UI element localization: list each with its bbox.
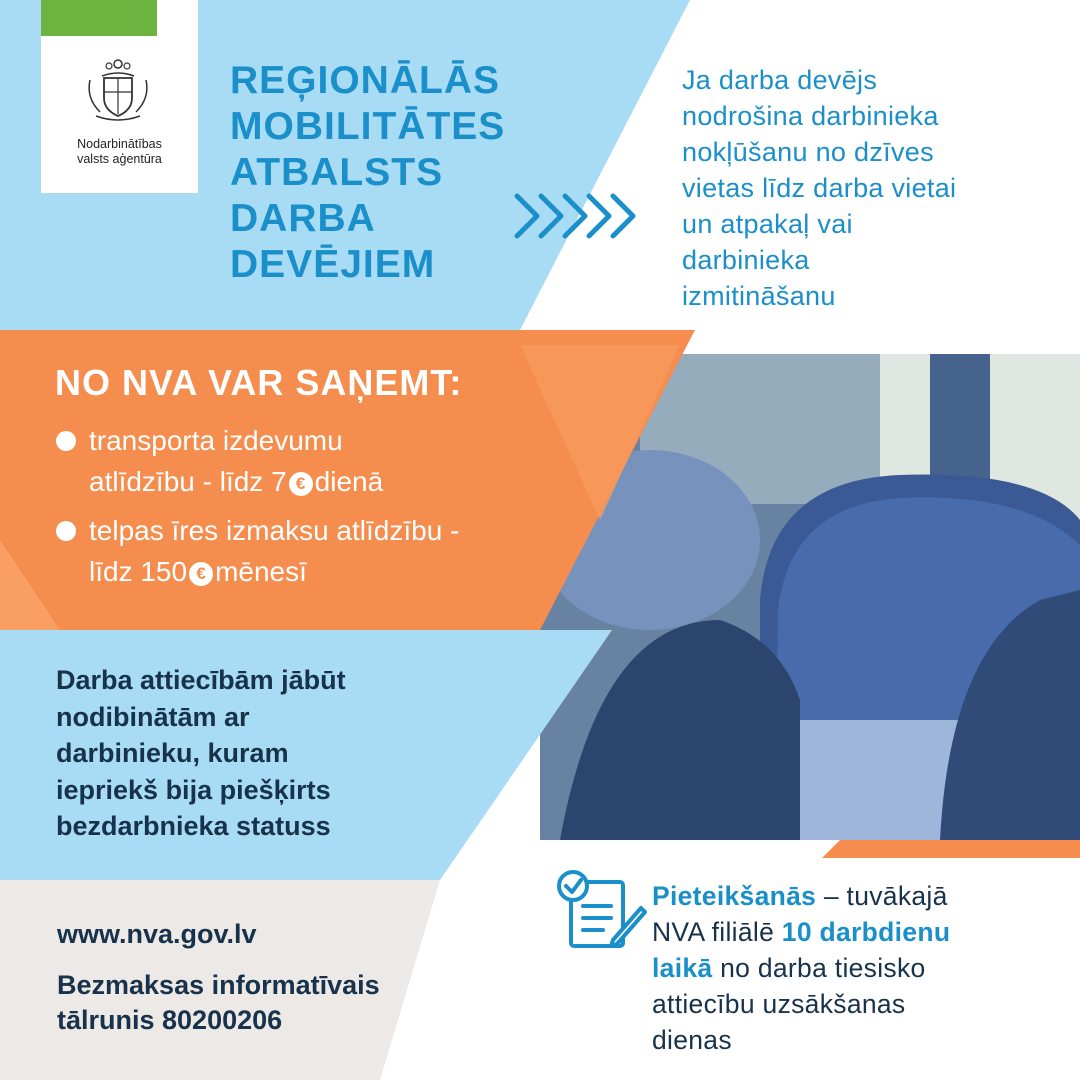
intro-line: nodrošina darbinieka (682, 101, 939, 131)
benefit-line: transporta izdevumu (89, 425, 343, 456)
website-link[interactable]: www.nva.gov.lv (57, 919, 257, 949)
logo-text (41, 137, 198, 167)
benefit-text: dienā (314, 466, 384, 497)
page-title (230, 58, 550, 288)
requirement-line: darbinieku, kuram (56, 738, 289, 768)
requirement-line: iepriekš bija piešķirts (56, 774, 331, 805)
requirement-text (56, 662, 476, 845)
intro-line: darbinieka (682, 245, 810, 275)
benefit-line: telpas īres izmaksu atlīdzību - (89, 515, 460, 546)
apply-line: dienas (652, 1025, 732, 1055)
requirement-line: bezdarbnieka statuss (56, 811, 331, 841)
bullet-dot (56, 521, 76, 541)
apply-text: no darba tiesisko (712, 953, 926, 983)
coat-of-arms-icon (80, 50, 156, 126)
apply-line (652, 950, 1072, 986)
requirement-line: nodibinātām ar (56, 701, 250, 732)
title-line: DEVĒJIEM (230, 243, 436, 286)
intro-line: izmitināšanu (682, 281, 836, 311)
benefit-text: līdz 150 (89, 556, 188, 587)
euro-icon: € (189, 562, 213, 586)
phone-line: Bezmaksas informatīvais (57, 970, 380, 1000)
apply-line (652, 914, 1072, 950)
logo-green-block (41, 0, 157, 36)
title-line: ATBALSTS (230, 151, 444, 194)
apply-highlight: laikā (652, 953, 713, 983)
logo-line-2: valsts aģentūra (77, 152, 162, 166)
orange-strip (822, 840, 1080, 858)
intro-text (682, 62, 1062, 314)
apply-line: attiecību uzsākšanas (652, 989, 906, 1019)
apply-line (652, 878, 1072, 914)
apply-info (652, 878, 1072, 1058)
logo-line-1: Nodarbinātības (77, 137, 162, 151)
apply-highlight: 10 darbdienu (781, 917, 951, 947)
benefit-item-rent (56, 510, 459, 592)
benefits-heading: NO NVA VAR SAŅEMT: (55, 362, 463, 403)
title-line: MOBILITĀTES (230, 105, 506, 148)
bullet-dot (56, 431, 76, 451)
intro-line: vietas līdz darba vietai (682, 173, 957, 203)
benefit-item-transport (56, 420, 383, 502)
title-line: REĢIONĀLĀS (230, 59, 501, 102)
intro-line: un atpakaļ vai (682, 209, 853, 239)
chevron-right-icon (512, 190, 637, 242)
apply-text: NVA filiālē (652, 917, 782, 947)
intro-line: Ja darba devējs (682, 65, 878, 95)
benefit-text: atlīdzību - līdz 7 (89, 466, 287, 497)
phone-line: tālrunis 80200206 (57, 1005, 283, 1035)
benefit-line (89, 551, 459, 592)
benefit-text: mēnesī (215, 556, 307, 587)
apply-text: – tuvākajā (816, 881, 948, 911)
title-line: DARBA (230, 197, 376, 240)
requirement-line: Darba attiecībām jābūt (56, 665, 346, 695)
euro-icon: € (289, 472, 313, 496)
intro-line: nokļūšanu no dzīves (682, 137, 934, 167)
checklist-pen-icon (555, 868, 647, 950)
benefit-line (89, 461, 383, 502)
phone-info (57, 968, 380, 1038)
apply-highlight: Pieteikšanās (652, 881, 817, 911)
